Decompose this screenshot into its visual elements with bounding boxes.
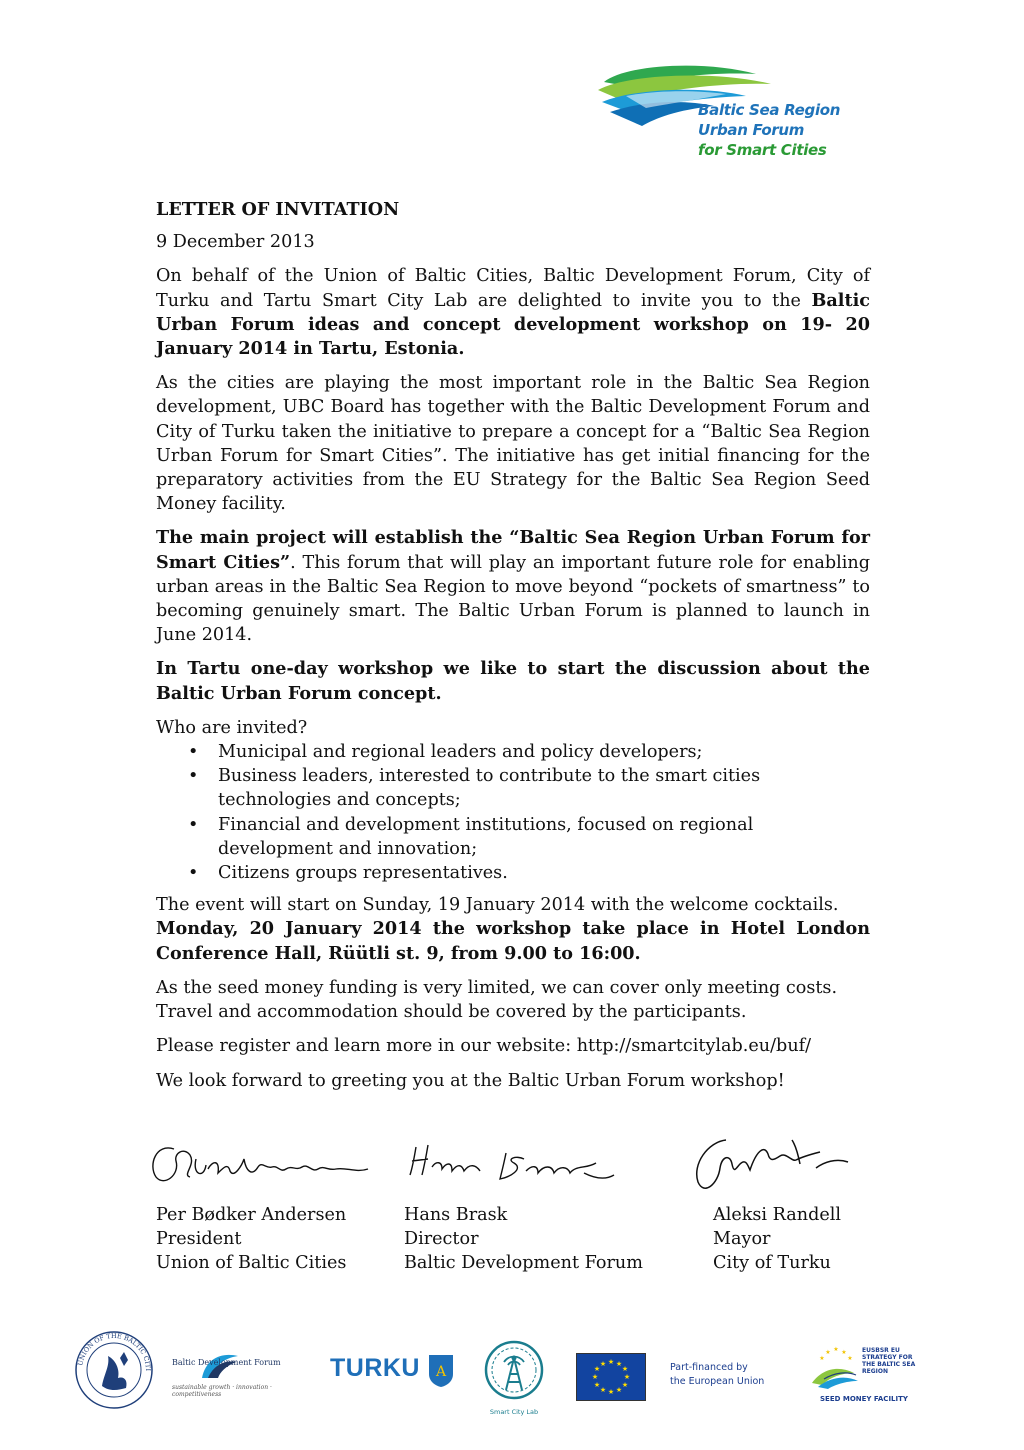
project-highlight: The main project will establish the “Baltic Sea Region Urban Forum for Smart Cities” bbox=[156, 527, 870, 573]
signatory-name: Per Bødker Andersen bbox=[156, 1205, 347, 1225]
smart-city-lab-logo bbox=[484, 1338, 544, 1416]
svg-text:★: ★ bbox=[623, 1373, 631, 1381]
handwritten-signature-icon bbox=[406, 1125, 620, 1205]
costs-paragraph bbox=[156, 976, 870, 1024]
ubc-emblem-icon bbox=[74, 1330, 154, 1410]
svg-text:★: ★ bbox=[599, 1386, 607, 1394]
eu-line-1: Part-financed by bbox=[670, 1362, 748, 1373]
project-paragraph bbox=[156, 526, 870, 647]
signatory-org: Union of Baltic Cities bbox=[156, 1253, 347, 1274]
signatory-role: Mayor bbox=[713, 1229, 771, 1250]
signatory-name: Aleksi Randell bbox=[713, 1205, 842, 1225]
seed-money-facility-label: SEED MONEY FACILITY bbox=[820, 1395, 908, 1403]
signature-andersen bbox=[146, 1125, 378, 1205]
intro-highlight: Baltic Urban Forum ideas and concept development workshop on 19- 20 January 2014 in Tartu, Estonia. bbox=[156, 289, 870, 360]
costs-line-2: Travel and accommodation should be covered by the participants. bbox=[156, 1002, 747, 1023]
invitee-list bbox=[156, 740, 870, 885]
signatory-randell bbox=[713, 1203, 841, 1276]
ubc-logo bbox=[74, 1330, 154, 1410]
ubc-ring-text: UNION OF THE BALTIC CITI bbox=[76, 1331, 153, 1372]
register-paragraph: Please register and learn more in our website: http://smartcitylab.eu/buf/ bbox=[156, 1036, 812, 1057]
signatory-brask bbox=[404, 1203, 643, 1276]
signatory-role: Director bbox=[404, 1229, 479, 1250]
event-workshop-text: Monday, 20 January 2014 the workshop take place in Hotel London Conference Hall, Rüütli st. 9, from 9.00 to 16:00. bbox=[156, 918, 870, 964]
workshop-highlight: In Tartu one-day workshop we like to start the discussion about the Baltic Urban Forum concept. bbox=[156, 658, 870, 704]
svg-text:★: ★ bbox=[819, 1355, 825, 1362]
eusbsr-strategy-text: EUSBSR EU STRATEGY FOR THE BALTIC SEA REGION bbox=[862, 1347, 916, 1375]
eusbsr-seed-money-logo bbox=[808, 1343, 924, 1405]
svg-text:★: ★ bbox=[615, 1386, 623, 1394]
eu-financing-note bbox=[670, 1361, 764, 1389]
svg-text:A: A bbox=[435, 1364, 447, 1380]
letter-body bbox=[156, 198, 870, 1103]
eu-line-2: the European Union bbox=[670, 1376, 765, 1387]
svg-text:★: ★ bbox=[615, 1360, 623, 1368]
event-start-text: The event will start on Sunday, 19 January 2014 with the welcome cocktails. bbox=[156, 895, 839, 916]
svg-text:★: ★ bbox=[607, 1358, 615, 1366]
list-item: • Financial and development institutions, focused on regional development and innovation; bbox=[156, 813, 870, 861]
handwritten-signature-icon bbox=[146, 1125, 378, 1205]
svg-text:★: ★ bbox=[621, 1365, 629, 1373]
svg-text:★: ★ bbox=[841, 1349, 847, 1356]
costs-line-1: As the seed money funding is very limited, we can cover only meeting costs. bbox=[156, 977, 838, 998]
handwritten-signature-icon bbox=[676, 1124, 860, 1200]
signatory-org: Baltic Development Forum bbox=[404, 1253, 643, 1274]
svg-text:★: ★ bbox=[847, 1355, 853, 1362]
event-workshop-paragraph bbox=[156, 917, 870, 965]
signatory-role: President bbox=[156, 1229, 242, 1250]
eu-stars-icon bbox=[577, 1354, 645, 1400]
letter-date: 9 December 2013 bbox=[156, 232, 315, 253]
letter-title: LETTER OF INVITATION bbox=[156, 199, 400, 220]
signatory-org: City of Turku bbox=[713, 1253, 831, 1274]
svg-text:★: ★ bbox=[593, 1365, 601, 1373]
closing-paragraph: We look forward to greeting you at the Baltic Urban Forum workshop! bbox=[156, 1070, 785, 1091]
svg-text:★: ★ bbox=[825, 1349, 831, 1356]
smart-city-lab-emblem-icon bbox=[484, 1338, 544, 1404]
background-paragraph: As the cities are playing the most important role in the Baltic Sea Region development, UBC Board has together with the Baltic Development Forum and City of Turku taken the initiative to prepare a concept for a “Baltic Sea Region Urban Forum for Smart Cities”. The initiative has get initial financing for the preparatory activities from the EU Strategy for the Baltic Sea Region Seed Money facility. bbox=[156, 373, 870, 515]
smart-city-lab-label: Smart City Lab bbox=[489, 1408, 539, 1416]
bdf-tagline: sustainable growth · innovation · competitiveness bbox=[172, 1384, 272, 1398]
invited-heading: Who are invited? bbox=[156, 717, 308, 738]
turku-crest-icon bbox=[428, 1354, 454, 1388]
bdf-logo bbox=[172, 1348, 312, 1398]
list-item: • Citizens groups representatives. bbox=[156, 861, 870, 885]
signatory-name: Hans Brask bbox=[404, 1205, 508, 1225]
intro-paragraph bbox=[156, 264, 870, 361]
svg-text:★: ★ bbox=[599, 1360, 607, 1368]
svg-text:★: ★ bbox=[591, 1373, 599, 1381]
turku-wordmark: TURKU bbox=[330, 1354, 420, 1382]
list-item: • Municipal and regional leaders and policy developers; bbox=[156, 740, 870, 764]
logo-wordmark bbox=[698, 100, 840, 160]
workshop-paragraph bbox=[156, 657, 870, 705]
bdf-name: Baltic Development Forum bbox=[172, 1358, 281, 1367]
logo-line-1: Baltic Sea Region bbox=[698, 101, 841, 119]
intro-text: On behalf of the Union of Baltic Cities, Baltic Development Forum, City of Turku and Tartu Smart City Lab are delighted to invite you to the bbox=[156, 266, 870, 311]
list-item: • Business leaders, interested to contribute to the smart cities technologies and concepts; bbox=[156, 764, 870, 812]
svg-text:★: ★ bbox=[593, 1381, 601, 1389]
logo-line-2: Urban Forum bbox=[698, 121, 805, 139]
svg-text:★: ★ bbox=[833, 1346, 839, 1353]
logo-line-3: for Smart Cities bbox=[698, 141, 827, 159]
signature-brask bbox=[406, 1125, 620, 1205]
svg-text:★: ★ bbox=[621, 1381, 629, 1389]
turku-logo bbox=[330, 1354, 447, 1383]
project-text: . This forum that will play an important future role for enabling urban areas in the Baltic Sea Region to move beyond “pockets of smartness” to becoming genuinely smart. The Baltic Urban Forum is planned to launch in June 2014. bbox=[156, 552, 870, 646]
signature-randell bbox=[676, 1124, 860, 1200]
bsr-urban-forum-logo bbox=[596, 60, 846, 170]
signatory-andersen bbox=[156, 1203, 346, 1276]
eu-flag bbox=[576, 1353, 646, 1401]
svg-text:★: ★ bbox=[607, 1388, 615, 1396]
